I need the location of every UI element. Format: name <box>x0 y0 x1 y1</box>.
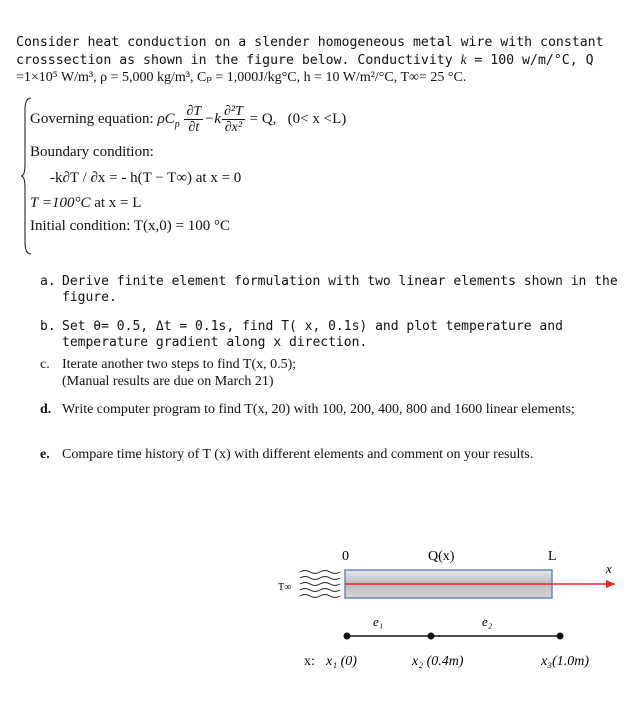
node-1-marker <box>344 633 351 640</box>
element-2-label: e₂ <box>482 614 493 629</box>
intro-line-2: crosssection as shown in the figure below. Conductivity k = 100 w/m/°C, Q <box>16 52 594 68</box>
node-3-marker <box>557 633 564 640</box>
axis-label: x <box>606 561 612 576</box>
node-1-label: x₁ (0) <box>326 654 357 669</box>
dT-dt-fraction: $\frac{\partial T}{\partial t}$ <box>186 104 202 135</box>
boundary-label: Boundary condition: <box>30 144 154 160</box>
source-label: Q(x) <box>428 549 455 564</box>
node-2-marker <box>428 633 435 640</box>
initial-condition: Initial condition: T(x,0) = 100 °C <box>30 218 231 234</box>
problem-page: Consider heat conduction on a slender homogeneous metal wire with constant crosssection as shown in the figure below. Conductivity k = 100 w/m/°C, Q =1×10⁵ W/m³, ρ = 5,000 kg/m³, Cₚ = 1,000J/kg°C, h = 10 W/m²/°C, T∞= 25 °C. Governing equation: $\rho C_p$ $\frac{\partial T}{\partial t}$ −k $\frac{\text{∂²T}}{\text{∂x²}}$ = Q, (0< x <L) Boundary condition: -k∂T / ∂x = - h(T − T∞) at x = 0 T =100°C at x = L Initial condition: T(x,0) = 100 °C a. Derive finite element formulation with two linear elements shown in the figure. b. Set θ= 0.5, Δt = 0.1s, find T( x, 0.1s) and plot temperature and temperature gradient along x direction. c. Iterate another two steps to find T(x, 0.5); (Manual results are due on March 21) d. Write computer program to find T(x, 20) with 100, 200, 400, 800 and 1600 linear elements; e. Compare time history of T (x) with different elements and comment on your results. 0 Q(x) L x T∞ e₁ e₂ x: x₁ (0) x₂ (0.4m) x₃(1.0m) <box>0 0 644 703</box>
governing-equation: Governing equation: $\rho C_p$ $\frac{\partial T}{\partial t}$ −k $\frac{\text{∂²T}}{\text{∂x²}}$ = Q, (0< x <L) <box>30 104 347 135</box>
length-label: L <box>548 549 557 564</box>
node-2-label: x₂ (0.4m) <box>412 654 464 669</box>
element-1-label: e₁ <box>373 614 384 629</box>
convection-wave-icon <box>300 571 340 598</box>
intro-line-3: =1×10⁵ W/m³, ρ = 5,000 kg/m³, Cₚ = 1,000J/kg°C, h = 10 W/m²/°C, T∞= 25 °C. <box>16 70 467 85</box>
boundary-condition-1: -k∂T / ∂x = - h(T − T∞) at x = 0 <box>50 170 242 186</box>
boundary-condition-2: T =100°C at x = L <box>30 195 142 211</box>
x-axis-arrow-icon <box>606 580 615 588</box>
d2T-dx2-fraction: $\frac{\text{∂²T}}{\text{∂x²}}$ <box>223 104 243 135</box>
origin-label: 0 <box>342 549 349 564</box>
intro-line-1: Consider heat conduction on a slender homogeneous metal wire with constant <box>16 35 604 50</box>
x-prefix-label: x: <box>304 654 315 669</box>
ambient-label: T∞ <box>278 582 292 593</box>
node-3-label: x₃(1.0m) <box>541 654 590 669</box>
